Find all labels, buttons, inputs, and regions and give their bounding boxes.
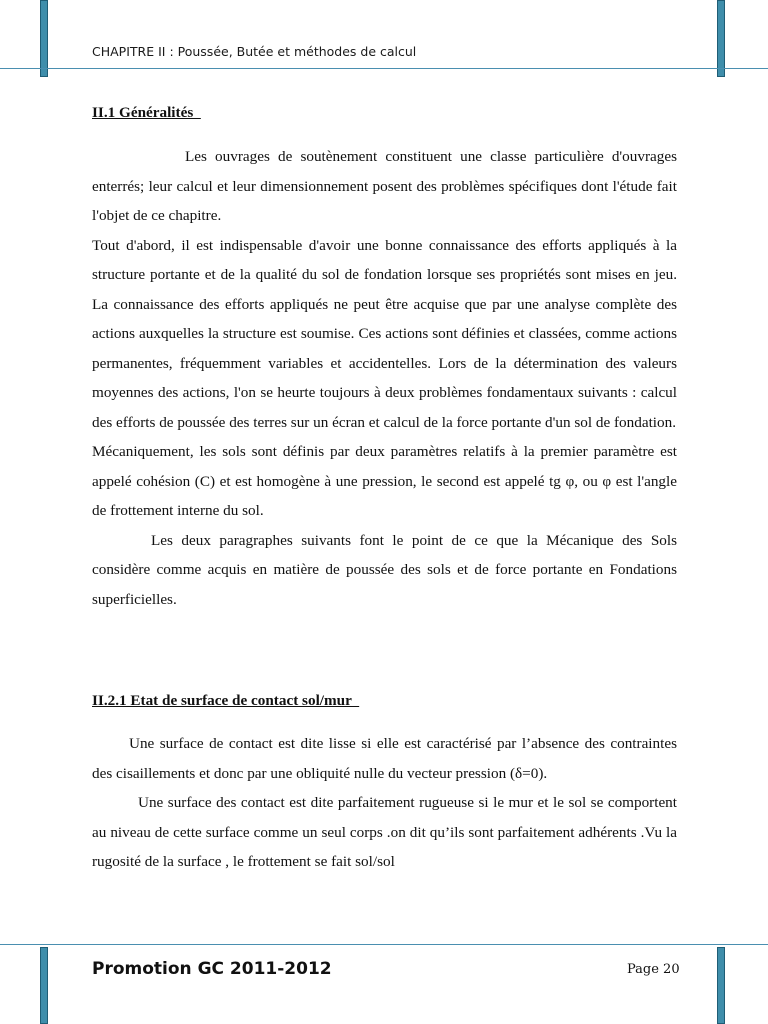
paragraph-2: Tout d'abord, il est indispensable d'avoir une bonne connaissance des efforts appliqués à la structure portante et de la qualité du sol de fondation lorsque ses propriétés sont mises en jeu. La connaissance des efforts appliqués ne peut être acquise que par une analyse complète des actions auxquelles la structure est soumise. Ces actions sont définies et classées, comme actions permanentes, fréquemment variables et accidentelles. Lors de la détermination des valeurs moyennes des actions, l'on se heurte toujours à deux problèmes fondamentaux suivants : calcul des efforts de poussée des terres sur un écran et calcul de la force portante d'un sol de fondation.: [92, 236, 677, 431]
section-1-body: [92, 142, 677, 614]
footer-right-bar: [717, 947, 725, 1024]
paragraph-1: Les ouvrages de soutènement constituent une classe particulière d'ouvrages enterrés; leur calcul et leur dimensionnement posent des problèmes spécifiques dont l'étude fait l'objet de ce chapitre.: [92, 148, 677, 224]
paragraph-6: Une surface des contact est dite parfaitement rugueuse si le mur et le sol se comportent au niveau de cette surface comme un seul corps .on dit qu’ils sont parfaitement adhérents .Vu la rugosité de la surface , le frottement se fait sol/sol: [92, 794, 677, 870]
footer-rule: [0, 944, 768, 945]
section-2-body: [92, 729, 677, 877]
paragraph-3: Mécaniquement, les sols sont définis par deux paramètres relatifs à la premier paramètre est appelé cohésion (C) et est homogène à une pression, le second est appelé tg φ, ou φ est l'angle de frottement interne du sol.: [92, 443, 677, 519]
promotion-label: Promotion GC 2011-2012: [92, 959, 332, 979]
page-number: Page 20: [627, 962, 680, 977]
header-left-bar: [40, 0, 48, 77]
paragraph-4: Les deux paragraphes suivants font le point de ce que la Mécanique des Sols considère comme acquis en matière de poussée des sols et de force portante en Fondations superficielles.: [92, 531, 677, 608]
paragraph-5: Une surface de contact est dite lisse si elle est caractérisé par l’absence des contraintes des cisaillements et donc par une obliquité nulle du vecteur pression (δ=0).: [92, 735, 677, 782]
section-heading-etat-surface: II.2.1 Etat de surface de contact sol/mur: [92, 692, 360, 709]
header-rule: [0, 68, 768, 69]
chapter-title: CHAPITRE II : Poussée, Butée et méthodes de calcul: [92, 44, 417, 59]
footer-left-bar: [40, 947, 48, 1024]
header-right-bar: [717, 0, 725, 77]
section-heading-generalites: II.1 Généralités: [92, 104, 201, 121]
